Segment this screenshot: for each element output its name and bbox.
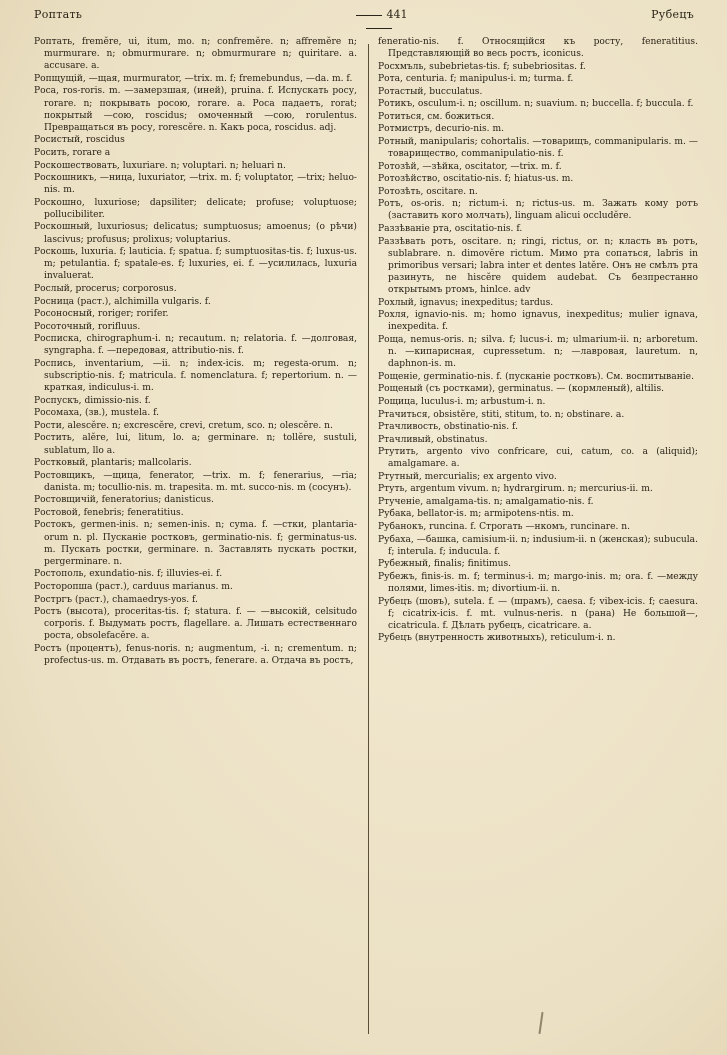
dictionary-entry: Ротастый, bucculatus. xyxy=(378,86,483,97)
dictionary-entry: Ростковый, plantaris; mallcolaris. xyxy=(34,458,192,469)
dictionary-entry: Ростополь, exundatio-nis. f; illuvies-ei. f. xyxy=(34,569,223,580)
header-left-word: Роптать xyxy=(34,8,83,21)
dictionary-entry: Роскошный, luxuriosus; delicatus; sumptuosus; amoenus; (о рѣчи) lascivus; profusus; prolixus; voluptarius. xyxy=(34,222,357,245)
dictionary-entry: Рубежъ, finis-is. m. f; terminus-i. m; margo-inis. m; ora. f. —между полями, limes-itis. m; divortium-ii. n. xyxy=(378,571,698,594)
dictionary-entry: Ротозѣть, oscitare. n. xyxy=(378,186,478,197)
dictionary-entry: Росомаха, (зв.), mustela. f. xyxy=(34,408,160,419)
dictionary-entry: Роптать, fremĕre, ui, itum, mo. n; confremĕre. n; affremĕre n; murmurare. n; obmurmurare. n; obmurmurare n; quiritare. a. accusare. a. xyxy=(34,37,357,72)
dictionary-entry: Ростовщикъ, —щица, fenerator, —trix. m. f; fenerarius, —ria; danista. m; tocullio-nis. m. trapesita. m. mt. succo-nis. m (сосунъ). xyxy=(34,470,357,493)
dictionary-entry: Рохля, ignavio-nis. m; homo ignavus, inexpeditus; mulier ignava, inexpedita. f. xyxy=(378,310,698,333)
dictionary-entry: Рубанокъ, runcina. f. Строгать —нкомъ, runcinare. n. xyxy=(378,522,630,533)
dictionary-entry: Росница (раст.), alchimilla vulgaris. f. xyxy=(34,296,211,307)
dictionary-entry: Росхмъль, subebrietas-tis. f; subebriositas. f. xyxy=(378,61,586,72)
dictionary-entry: Роскошествовать, luxuriare. n; voluptari. n; heluari n. xyxy=(34,160,286,171)
dictionary-entry: Ртуть, argentum vivum. n; hydrargirum. n; mercurius-ii. m. xyxy=(378,484,653,495)
dictionary-entry: Раззѣваніе рта, oscitatio-nis. f. xyxy=(378,224,523,235)
dictionary-entry: Рубака, bellator-is. m; armipotens-ntis. m. xyxy=(378,509,574,520)
left-column xyxy=(34,36,357,668)
header-right-word: Рубецъ xyxy=(651,8,694,21)
right-column xyxy=(378,36,698,645)
dictionary-entry: Ротмистръ, decurio-nis. m. xyxy=(378,124,504,135)
dictionary-entry: Росистый, roscidus xyxy=(34,135,125,146)
dictionary-entry: Рослый, procerus; corporosus. xyxy=(34,284,177,295)
dictionary-entry: Роскошникъ, —ница, luxuriator, —trix. m. f; voluptator, —trix; heluo-nis. m. xyxy=(34,173,357,196)
dictionary-entry: Роспускъ, dimissio-nis. f. xyxy=(34,395,151,406)
dictionary-entry: Ростъ (процентъ), fenus-noris. n; augmentum, -i. n; crementum. n; profectus-us. m. Отдавать въ ростъ, fenerare. a. Отдача въ ростъ, xyxy=(34,643,357,667)
dictionary-entry: Ртученіе, amalgama-tis. n; amalgamatio-nis. f. xyxy=(378,496,594,507)
header-rule-left xyxy=(356,15,382,16)
dictionary-entry: Росоточный, rorifluus. xyxy=(34,321,141,332)
page-number: 441 xyxy=(386,8,408,21)
dictionary-entry: Роспиcка, chirographum-i. n; recautum. n; relatoria. f. —долговая, syngrapha. f. —передовая, attributio-nis. f. xyxy=(34,334,357,357)
pen-mark xyxy=(538,1012,543,1034)
dictionary-entry: Рощица, luculus-i. m; arbustum-i. n. xyxy=(378,396,546,407)
dictionary-entry: Ростргъ (раст.), chamaedrys-yos. f. xyxy=(34,594,198,605)
page-header xyxy=(34,8,694,28)
dictionary-entry: Рубаха, —башка, camisium-ii. n; indusium-ii. n (женская); subucula. f; interula. f; inducula. f. xyxy=(378,534,698,557)
dictionary-entry: Рохлый, ignavus; inexpeditus; tardus. xyxy=(378,297,554,308)
dictionary-entry: Ртутить, argento vivo confricare, cui, catum, co. a (aliquid); amalgamare. a. xyxy=(378,447,698,470)
dictionary-entry: Рощеный (съ ростками), germinatus. — (кормленый), altilis. xyxy=(378,384,665,395)
dictionary-entry: Ротиться, см. божиться. xyxy=(378,111,495,122)
dictionary-entry: Ртачливый, obstinatus. xyxy=(378,434,488,445)
dictionary-entry: Ростить, alĕre, lui, litum, lo. a; germinare. n; tollĕre, sustuli, sublatum, llo a. xyxy=(34,433,357,456)
dictionary-entry: Ростокъ, germen-inis. n; semen-inis. n; cyma. f. —стки, plantaria-orum n. pl. Пусканіе ростковъ, germinatio-nis. f; germinatus-us. m. Пускать ростки, germinare. n. Заставлять пускать ростки, pergerminare. n. xyxy=(34,520,357,567)
dictionary-entry: Росторопша (раст.), carduus marianus. m. xyxy=(34,582,233,593)
dictionary-entry: Рубецъ (внутренность животныхъ), reticulum-i. n. xyxy=(378,633,616,644)
dictionary-entry: Рубежный, finalis; finitimus. xyxy=(378,559,512,570)
dictionary-entry: Ртачливость, obstinatio-nis. f. xyxy=(378,422,518,433)
dictionary-entry: Росить, rorare a xyxy=(34,147,111,158)
dictionary-entry: Росоносный, roriger; rorifer. xyxy=(34,309,169,320)
column-divider xyxy=(368,44,369,1034)
dictionary-entry: Рощеніе, germinatio-nis. f. (пусканіе ростковъ). См. воспитываніе. xyxy=(378,371,694,382)
dictionary-entry: Ростовой, fenebris; feneratitius. xyxy=(34,507,184,518)
dictionary-entry: Ротозѣйство, oscitatio-nis. f; hiatus-us. m. xyxy=(378,174,574,185)
page-number-block xyxy=(334,8,424,34)
dictionary-entry: Роскошь, luxuria. f; lauticia. f; spatua. f; sumptuositas-tis. f; luxus-us. m; petulantia. f; spatale-es. f; luxuries, ei. f. —усилилась, luxuria invaluerat. xyxy=(34,247,357,282)
dictionary-entry: Роса, ros-roris. m. —замерзшая, (иней), pruina. f. Испускать росу, rorare. n; покрывать росою, rorare. a. Роса падаетъ, rorat; покрытый —сою, roscidus; омоченный —сою, rorulentus. Превращаться въ росу, rorescĕre. n. Какъ роса, roscidus. adj. xyxy=(34,86,357,133)
dictionary-entry: Ротный, manipularis; cohortalis. —товарищъ, commanipularis. m. —товарищество, commanipulatio-nis. f. xyxy=(378,136,698,160)
dictionary-entry: Ротозѣй, —зѣйка, oscitator, —trix. m. f. xyxy=(378,161,562,172)
dictionary-entry: Ростъ (высота), proceritas-tis. f; statura. f. — —высокій, celsitudo corporis. f. Выдумать ростъ, flagellare. a. Лишать естественнаго роста, obsolefacĕre. a. xyxy=(34,607,357,642)
dictionary-entry: Рубецъ (шовъ), sutela. f. — (шрамъ), caesa. f; vibex-icis. f; caesura. f; cicatrix-icis. f. mt. vulnus-neris. n (рана) Не большой—, cicatricula. f. Дѣлать рубецъ, cicatricare. a. xyxy=(378,596,698,631)
header-rule-right xyxy=(366,28,392,29)
dictionary-entry: Роспись, inventarium, —ii. n; index-icis. m; regesta-orum. n; subscriptio-nis. f; matricula. f. nomenclatura. f; repertorium. n. —краткая, indiculus-i. m. xyxy=(34,358,357,394)
dictionary-entry: Ртутный, mercurialis; ex argento vivo. xyxy=(378,471,557,482)
dictionary-entry: Рости, alescĕre. n; excrescĕre, crevi, cretum, sco. n; olescĕre. n. xyxy=(34,420,333,431)
dictionary-entry: Роща, nemus-oris. n; silva. f; lucus-i. m; ulmarium-ii. n; arboretum. n. —кипарисная, cupressetum. n; —лавровая, lauretum. n, daphnon-is. m. xyxy=(378,335,698,370)
dictionary-entry: Роскошно, luxuriose; dapsiliter; delicate; profuse; voluptuose; pollucibiliter. xyxy=(34,197,357,220)
dictionary-entry: Ротъ, os-oris. n; rictum-i. n; rictus-us. m. Зажать кому ротъ (заставить кого молчать), linguam alicui occludĕre. xyxy=(378,199,698,222)
dictionary-entry: feneratio-nis. f. Относящійся къ росту, feneratitius. Представляющій во весь ростъ, iconicus. xyxy=(378,37,698,60)
dictionary-entry: Ропщущій, —щая, murmurator, —trix. m. f; fremebundus, —da. m. f. xyxy=(34,73,353,84)
dictionary-entry: Раззѣвать ротъ, oscitare. n; ringi, rictus, or. n; класть въ ротъ, sublabrare. n. dimovĕre rictum. Мимо рта сопаться, labris in primoribus versari; labra inter et dentes latĕre. Онъ не смѣлъ рта разинуть, ne hiscĕre quidem audebat. Съ безпрестанно открытымъ ртомъ, hinlce. adv xyxy=(378,236,698,296)
dictionary-entry: Ротикъ, osculum-i. n; oscillum. n; suavium. n; buccella. f; buccula. f. xyxy=(378,99,694,110)
dictionary-entry: Ростовщичій, feneratorius; danisticus. xyxy=(34,495,214,506)
dictionary-entry: Рота, centuria. f; manipulus-i. m; turma. f. xyxy=(378,74,574,85)
dictionary-entry: Ртачиться, obsistĕre, stiti, stitum, to. n; obstinare. a. xyxy=(378,409,625,420)
